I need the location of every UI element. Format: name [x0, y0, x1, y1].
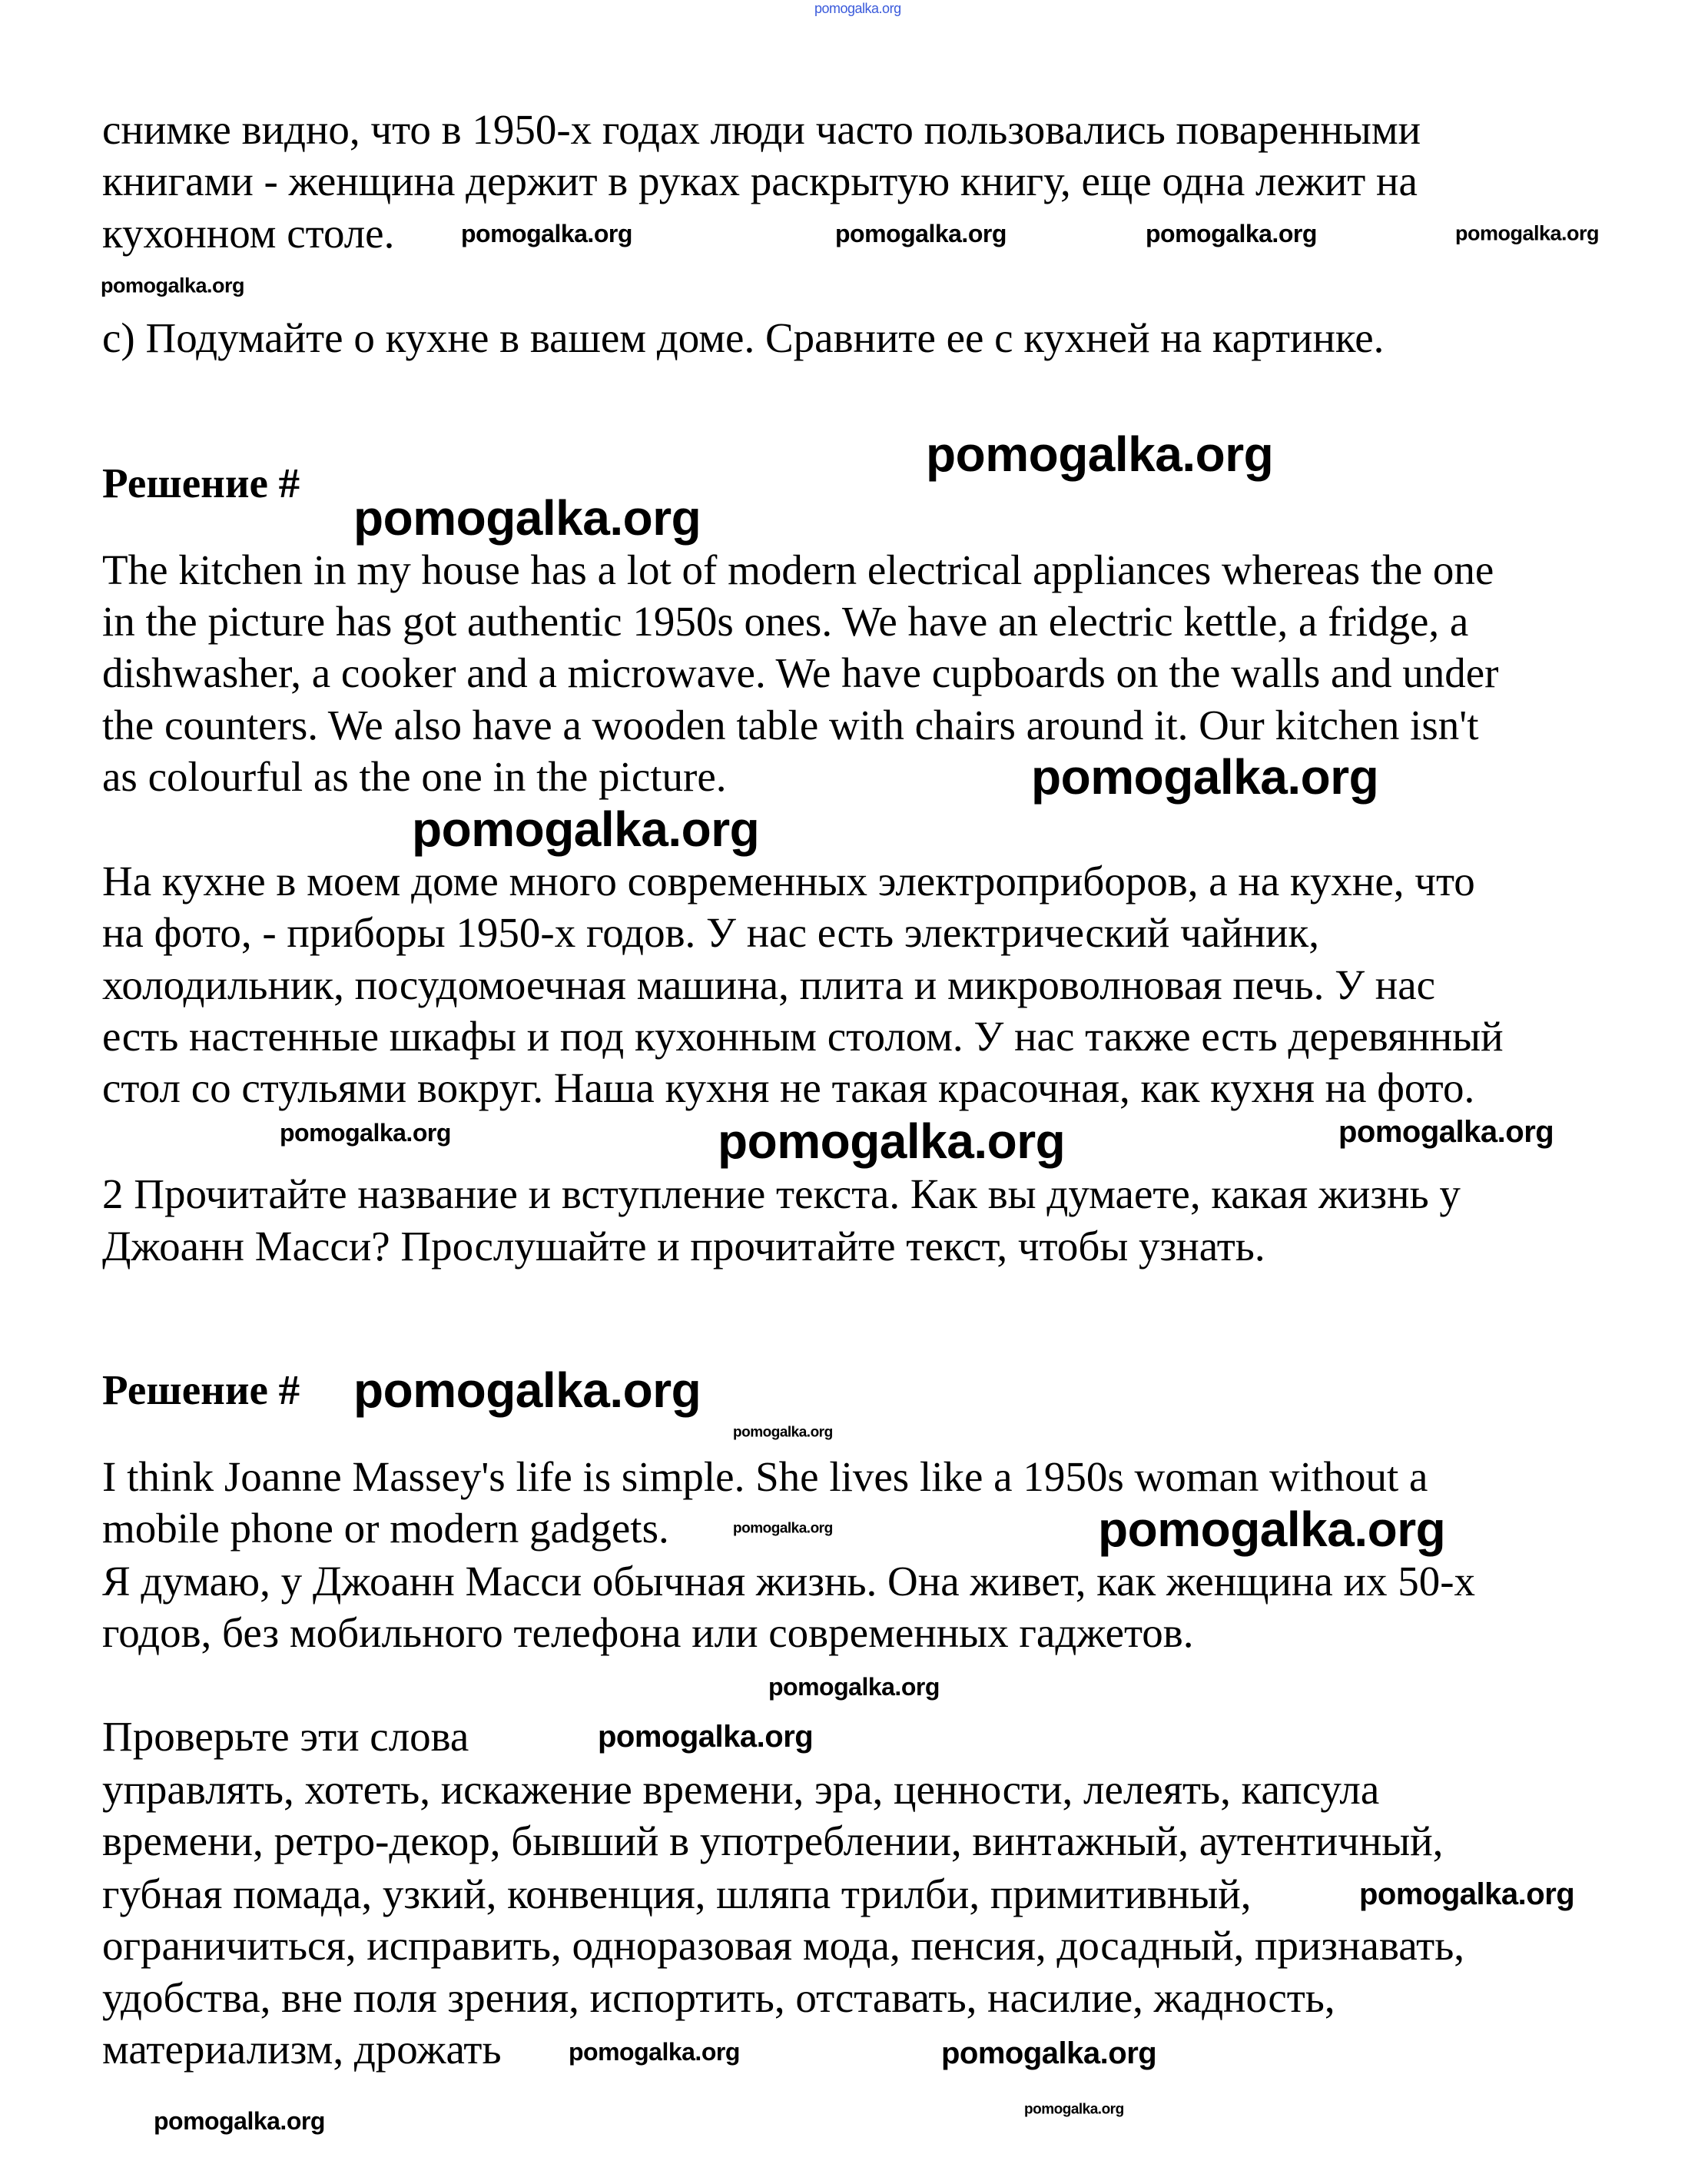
vocab-line: времени, ретро-декор, бывший в употреблении, винтажный, аутентичный,	[102, 1817, 1444, 1864]
solution-russian-line: годов, без мобильного телефона или современных гаджетов.	[102, 1609, 1194, 1656]
watermark: pomogalka.org	[1024, 2101, 1124, 2118]
watermark: pomogalka.org	[461, 220, 632, 247]
watermark: pomogalka.org	[835, 220, 1007, 247]
solution-russian-line: есть настенные шкафы и под кухонным столом. У нас также есть деревянный	[102, 1013, 1504, 1060]
watermark: pomogalka.org	[353, 490, 701, 546]
solution-english-line: I think Joanne Massey's life is simple. She lives like a 1950s woman without a	[102, 1453, 1428, 1500]
solution-russian-line: На кухне в моем доме много современных электроприборов, а на кухне, что	[102, 858, 1475, 904]
vocab-line: ограничиться, исправить, одноразовая мода, пенсия, досадный, признавать,	[102, 1922, 1465, 1969]
watermark: pomogalka.org	[101, 274, 245, 297]
solution-heading: Решение #	[102, 1366, 300, 1413]
watermark: pomogalka.org	[1359, 1877, 1575, 1911]
intro-line: книгами - женщина держит в руках раскрытую книгу, еще одна лежит на	[102, 158, 1418, 204]
intro-line: снимке видно, что в 1950-х годах люди часто пользовались поваренными	[102, 106, 1421, 153]
intro-line: кухонном столе.	[102, 210, 395, 257]
watermark: pomogalka.org	[1146, 220, 1317, 247]
task-c: c) Подумайте о кухне в вашем доме. Сравните ее с кухней на картинке.	[102, 314, 1385, 361]
solution-english-line: the counters. We also have a wooden table with chairs around it. Our kitchen isn't	[102, 702, 1479, 748]
vocab-line: материализм, дрожать	[102, 2026, 502, 2073]
watermark: pomogalka.org	[768, 1673, 940, 1701]
vocab-line: удобства, вне поля зрения, испортить, отставать, насилие, жадность,	[102, 1974, 1335, 2021]
solution-english-line: dishwasher, a cooker and a microwave. We have cupboards on the walls and under	[102, 649, 1499, 696]
watermark-link[interactable]: pomogalka.org	[814, 1, 901, 16]
solution-english-line: in the picture has got authentic 1950s ones. We have an electric kettle, a fridge, a	[102, 598, 1469, 645]
task2-line: Джоанн Масси? Прослушайте и прочитайте текст, чтобы узнать.	[102, 1223, 1265, 1270]
watermark: pomogalka.org	[1098, 1502, 1446, 1557]
watermark: pomogalka.org	[154, 2107, 325, 2135]
watermark: pomogalka.org	[1031, 749, 1379, 805]
solution-english-line: mobile phone or modern gadgets.	[102, 1505, 669, 1552]
solution-heading: Решение #	[102, 460, 300, 506]
vocab-line: губная помада, узкий, конвенция, шляпа трилби, примитивный,	[102, 1870, 1252, 1917]
watermark: pomogalka.org	[598, 1720, 814, 1754]
watermark: pomogalka.org	[353, 1362, 701, 1418]
watermark: pomogalka.org	[733, 1520, 833, 1537]
watermark: pomogalka.org	[569, 2038, 740, 2066]
solution-russian-line: на фото, - приборы 1950-х годов. У нас есть электрический чайник,	[102, 909, 1319, 956]
watermark: pomogalka.org	[941, 2036, 1157, 2070]
watermark: pomogalka.org	[926, 427, 1274, 482]
watermark: pomogalka.org	[718, 1114, 1066, 1169]
vocab-title: Проверьте эти слова	[102, 1713, 469, 1760]
task2-line: 2 Прочитайте название и вступление текста. Как вы думаете, какая жизнь у	[102, 1170, 1461, 1217]
solution-russian-line: холодильник, посудомоечная машина, плита и микроволновая печь. У нас	[102, 961, 1436, 1008]
watermark: pomogalka.org	[1455, 221, 1600, 245]
watermark: pomogalka.org	[733, 1424, 833, 1441]
solution-russian-line: Я думаю, у Джоанн Масси обычная жизнь. Она живет, как женщина их 50-х	[102, 1558, 1476, 1605]
watermark: pomogalka.org	[280, 1119, 451, 1147]
vocab-line: управлять, хотеть, искажение времени, эра, ценности, лелеять, капсула	[102, 1766, 1380, 1813]
solution-english-line: The kitchen in my house has a lot of modern electrical appliances whereas the one	[102, 546, 1494, 593]
solution-russian-line: стол со стульями вокруг. Наша кухня не такая красочная, как кухня на фото.	[102, 1064, 1475, 1111]
solution-english-line: as colourful as the one in the picture.	[102, 753, 727, 800]
watermark: pomogalka.org	[412, 802, 760, 857]
watermark: pomogalka.org	[1338, 1115, 1554, 1149]
